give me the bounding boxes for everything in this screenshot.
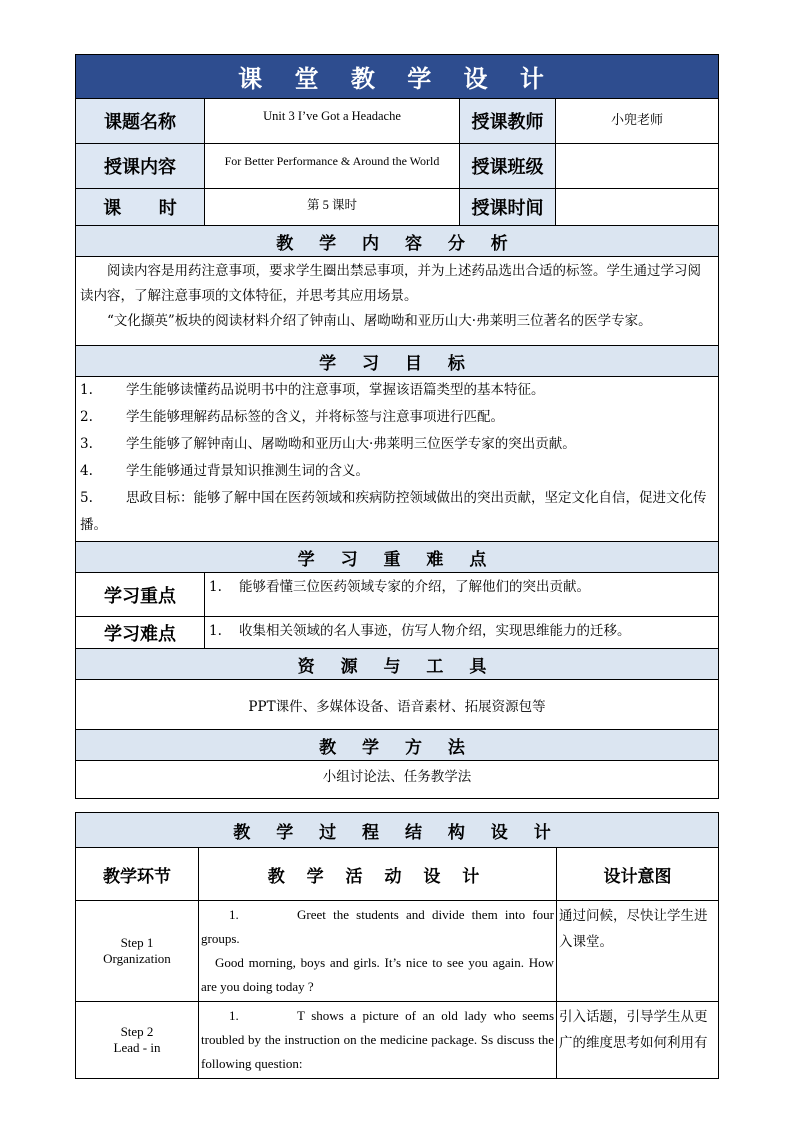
process-heading: 教 学 过 程 结 构 设 计 — [76, 813, 719, 848]
resources-heading: 资 源 与 工 具 — [76, 649, 719, 680]
difficulty-text: 1. 收集相关领域的名人事迹，仿写人物介绍，实现思维能力的迁移。 — [205, 617, 719, 649]
intent-cell: 通过问候，尽快让学生进入课堂。 — [557, 901, 719, 1002]
step-cell: Step 2 Lead - in — [76, 1002, 199, 1079]
focus-text: 1. 能够看懂三位医药领域专家的介绍，了解他们的突出贡献。 — [205, 573, 719, 617]
class-value — [556, 144, 719, 189]
topic-label: 课题名称 — [76, 99, 205, 144]
analysis-paragraph: “文化撷英”板块的阅读材料介绍了钟南山、屠呦呦和亚历山大·弗莱明三位著名的医学专家。 — [107, 313, 652, 329]
step-cell: Step 1 Organization — [76, 901, 199, 1002]
methods-heading: 教 学 方 法 — [76, 730, 719, 761]
objectives-list — [76, 377, 719, 542]
difficulty-label: 学习难点 — [76, 617, 205, 649]
class-label: 授课班级 — [460, 144, 556, 189]
activity-cell: 1. Greet the students and divide them into four groups. Good morning, boys and girls. It’s nice to see you again. How are you doing today ? — [199, 901, 557, 1002]
lesson-plan-table — [75, 54, 719, 799]
intent-cell: 引入话题，引导学生从更广的维度思考如何利用有 — [557, 1002, 719, 1079]
analysis-paragraph: 阅读内容是用药注意事项，要求学生圈出禁忌事项，并为上述药品选出合适的标签。学生通过学习阅读内容，了解注意事项的文体特征，并思考其应用场景。 — [80, 263, 701, 304]
resources-text: PPT课件、多媒体设备、语音素材、拓展资源包等 — [76, 680, 719, 730]
time-value — [556, 189, 719, 226]
objective-item: 3. 学生能够了解钟南山、屠呦呦和亚历山大·弗莱明三位医学专家的突出贡献。 — [80, 436, 576, 452]
analysis-content — [76, 257, 719, 346]
activity-cell: 1. T shows a picture of an old lady who seems troubled by the instruction on the medicine package. Ss discuss the following question: — [199, 1002, 557, 1079]
table-row — [76, 901, 719, 1002]
intent-column-header: 设计意图 — [557, 848, 719, 901]
analysis-heading: 教 学 内 容 分 析 — [76, 226, 719, 257]
stage-column-header: 教学环节 — [76, 848, 199, 901]
teacher-value: 小兜老师 — [556, 99, 719, 144]
time-label: 授课时间 — [460, 189, 556, 226]
period-value: 第 5 课时 — [205, 189, 460, 226]
objective-item: 2. 学生能够理解药品标签的含义，并将标签与注意事项进行匹配。 — [80, 409, 504, 425]
objective-item: 5. 思政目标：能够了解中国在医药领域和疾病防控领域做出的突出贡献，坚定文化自信，促进文化传播。 — [80, 490, 707, 533]
focus-label: 学习重点 — [76, 573, 205, 617]
objectives-heading: 学 习 目 标 — [76, 346, 719, 377]
objective-item: 4. 学生能够通过背景知识推测生词的含义。 — [80, 463, 369, 479]
document-title: 课 堂 教 学 设 计 — [76, 55, 719, 99]
process-table — [75, 812, 719, 1079]
objective-item: 1. 学生能够读懂药品说明书中的注意事项，掌握该语篇类型的基本特征。 — [80, 382, 545, 398]
activity-column-header: 教 学 活 动 设 计 — [199, 848, 557, 901]
period-label: 课 时 — [76, 189, 205, 226]
methods-text: 小组讨论法、任务教学法 — [76, 761, 719, 799]
teacher-label: 授课教师 — [460, 99, 556, 144]
topic-value: Unit 3 I’ve Got a Headache — [205, 99, 460, 144]
content-label: 授课内容 — [76, 144, 205, 189]
table-row — [76, 1002, 719, 1079]
content-value: For Better Performance & Around the World — [205, 144, 460, 189]
keypoints-heading: 学 习 重 难 点 — [76, 542, 719, 573]
